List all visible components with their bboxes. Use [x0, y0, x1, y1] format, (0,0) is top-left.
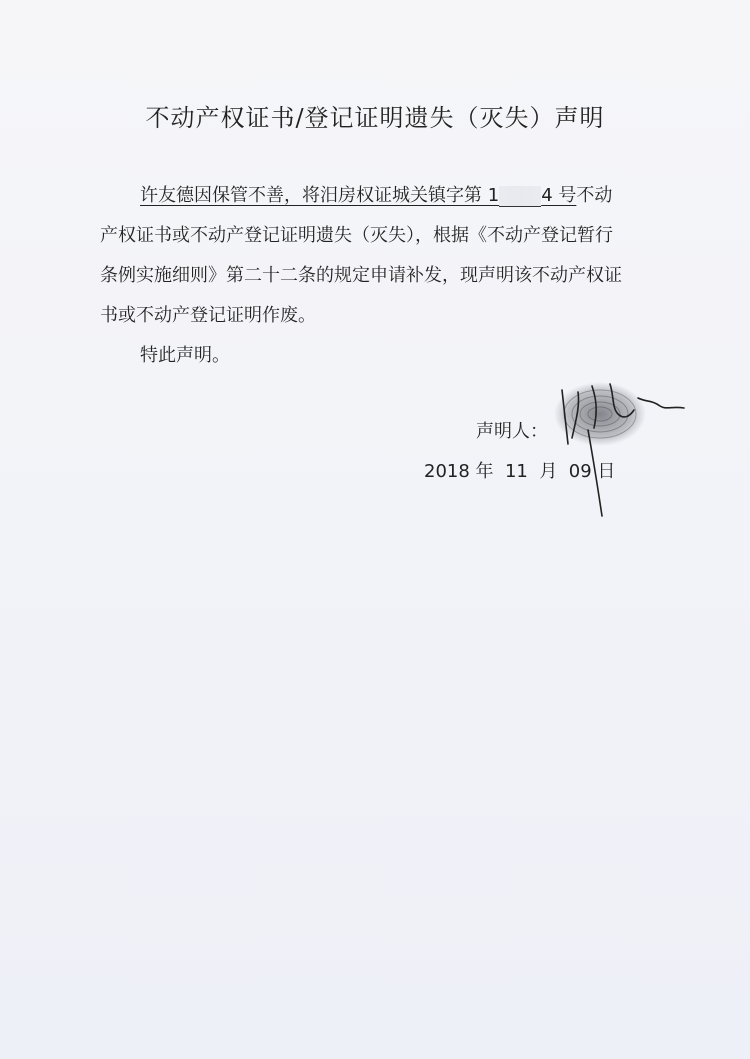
signature-fingerprint [548, 372, 698, 522]
declaration-date: 2018 年 11 月 09 日 [424, 461, 616, 482]
closing-paragraph [100, 336, 630, 376]
certificate-number-suffix: 4 号 [541, 185, 577, 206]
statement-text-1: 许友德因保管不善，将 [140, 185, 320, 206]
statement-text-2: 不动产权证书或不动产登记证明遗失（灭失），根据《不动产登记暂行条例实施细则》第二十二条的规定申请补发，现声明该不动产权证书或不动产登记证明作废。 [100, 185, 622, 326]
declarant-label: 声明人： [476, 421, 548, 442]
statement-paragraph [100, 176, 630, 336]
document-title: 不动产权证书/登记证明遗失（灭失）声明 [145, 104, 605, 132]
certificate-number-prefix: 汨房权证城关镇字第 1 [320, 185, 500, 206]
closing-text: 特此声明。 [140, 345, 230, 366]
redacted-number [499, 186, 541, 207]
